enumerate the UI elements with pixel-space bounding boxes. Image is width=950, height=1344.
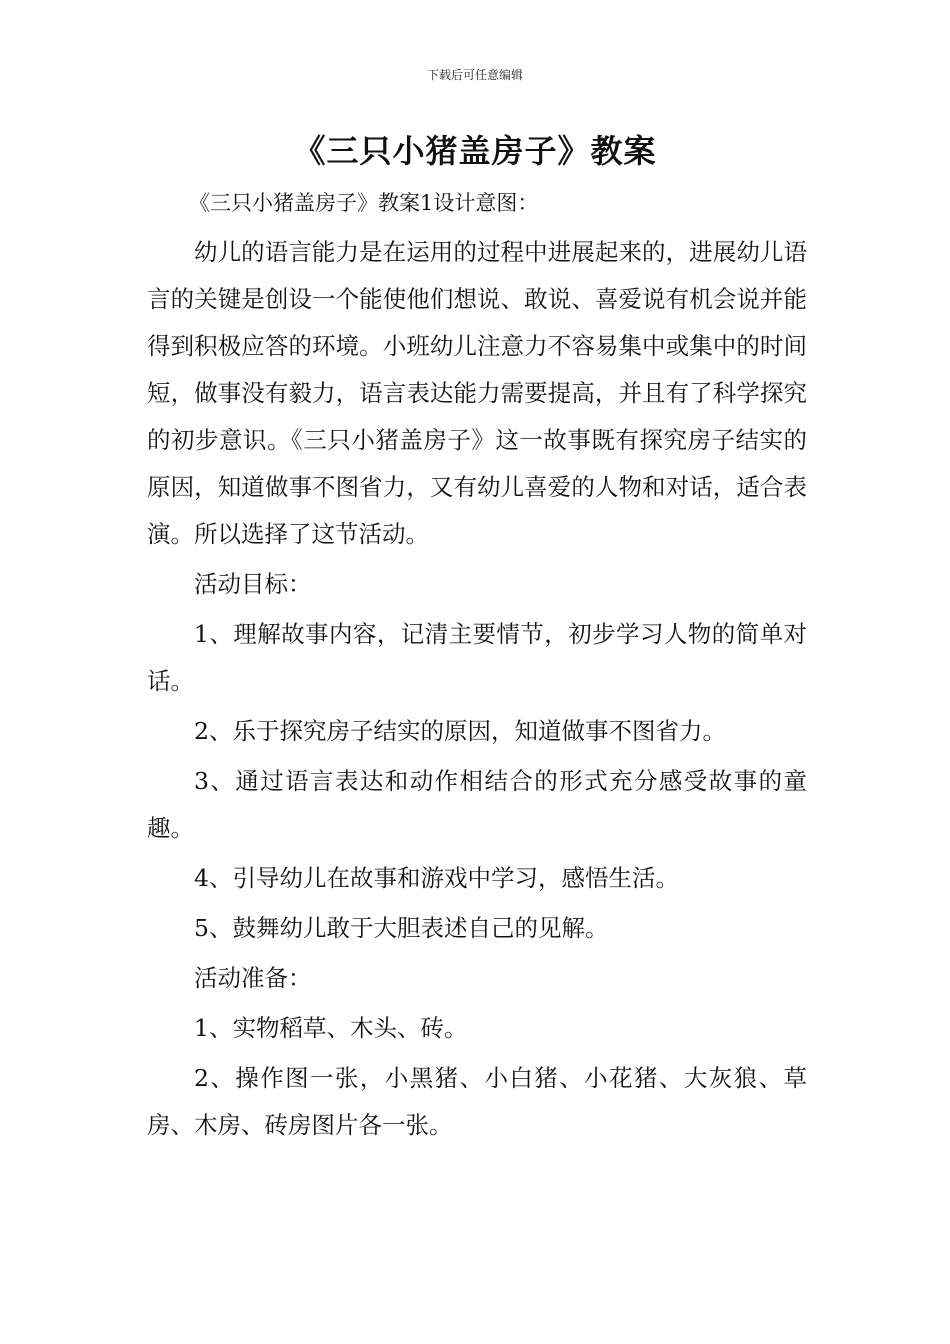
- section-subtitle: 《三只小猪盖房子》教案1设计意图：: [189, 191, 539, 215]
- document-title: 《三只小猪盖房子》教案: [293, 132, 657, 170]
- goal-item-1: 1、理解故事内容，记清主要情节，初步学习人物的简单对话。: [147, 620, 807, 695]
- goal-item-5: 5、鼓舞幼儿敢于大胆表述自己的见解。: [194, 914, 609, 942]
- paragraph-design-intent: 幼儿的语言能力是在运用的过程中进展起来的，进展幼儿语言的关键是创设一个能使他们想说、敢说、喜爱说有机会说并能得到积极应答的环境。小班幼儿注意力不容易集中或集中的时间短，做事没有毅力，语言表达能力需要提高，并且有了科学探究的初步意识。《三只小猪盖房子》这一故事既有探究房子结实的原因，知道做事不图省力，又有幼儿喜爱的人物和对话，适合表演。所以选择了这节活动。: [147, 238, 807, 548]
- preparation-item-2: 2、操作图一张，小黑猪、小白猪、小花猪、大灰狼、草房、木房、砖房图片各一张。: [147, 1064, 807, 1139]
- preparation-item-1: 1、实物稻草、木头、砖。: [194, 1014, 468, 1042]
- goal-item-3: 3、通过语言表达和动作相结合的形式充分感受故事的童趣。: [147, 767, 807, 842]
- document-body: [147, 180, 807, 1152]
- goal-item-4: 4、引导幼儿在故事和游戏中学习，感悟生活。: [194, 864, 679, 892]
- page-header-note: 下载后可任意编辑: [426, 68, 523, 82]
- heading-activity-goals: 活动目标：: [194, 570, 312, 598]
- heading-activity-preparation: 活动准备：: [194, 964, 312, 992]
- goal-item-2: 2、乐于探究房子结实的原因，知道做事不图省力。: [194, 717, 726, 745]
